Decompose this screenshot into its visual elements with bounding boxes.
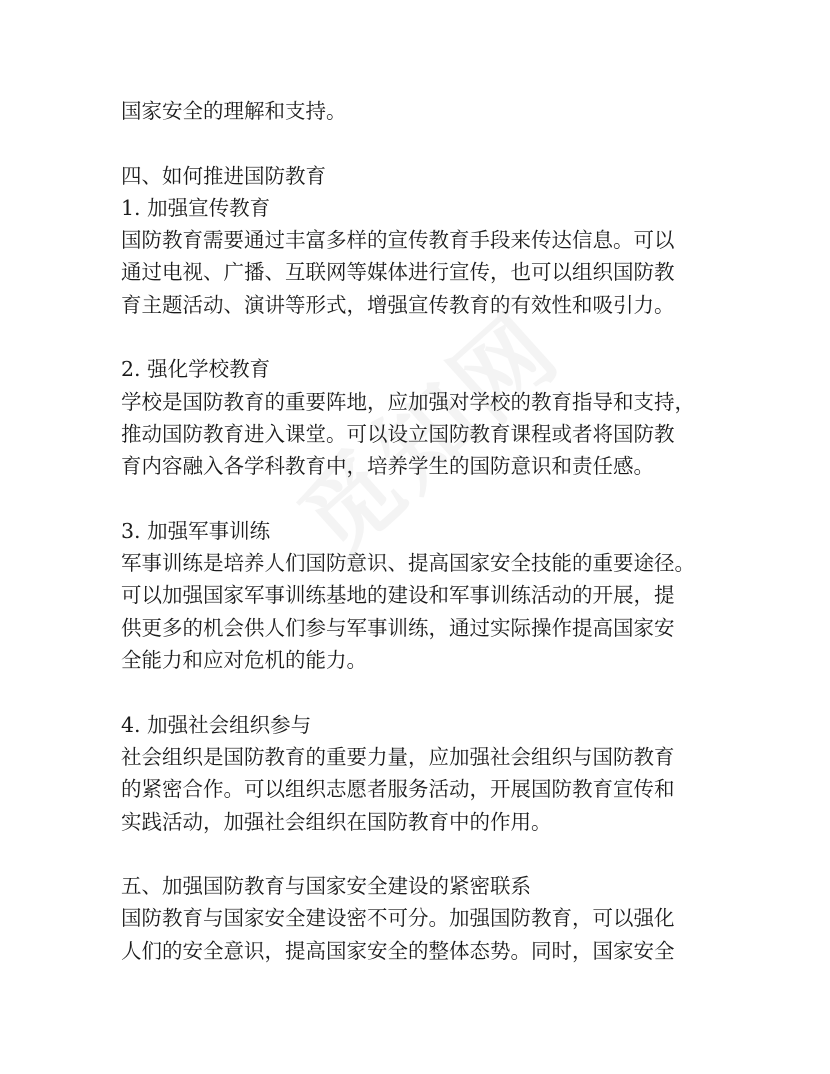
subsection-heading: 4. 加强社会组织参与	[121, 712, 312, 737]
paragraph-line: 育主题活动、演讲等形式，增强宣传教育的有效性和吸引力。	[121, 292, 675, 317]
paragraph-line: 推动国防教育进入课堂。可以设立国防教育课程或者将国防教	[121, 421, 675, 446]
paragraph-line: 人们的安全意识，提高国家安全的整体态势。同时，国家安全	[121, 938, 675, 963]
paragraph-line: 的紧密合作。可以组织志愿者服务活动，开展国防教育宣传和	[121, 777, 675, 802]
document-body	[121, 95, 721, 967]
paragraph-gap	[121, 127, 721, 159]
paragraph-gap	[121, 483, 721, 515]
paragraph-line: 全能力和应对危机的能力。	[121, 648, 367, 673]
paragraph-line: 可以加强国家军事训练基地的建设和军事训练活动的开展，提	[121, 583, 675, 608]
paragraph-line: 军事训练是培养人们国防意识、提高国家安全技能的重要途径。	[121, 551, 695, 576]
paragraph-line: 国家安全的理解和支持。	[121, 99, 347, 123]
paragraph-line: 实践活动，加强社会组织在国防教育中的作用。	[121, 809, 552, 834]
paragraph-gap	[121, 321, 721, 353]
subsection-heading: 1. 加强宣传教育	[121, 195, 271, 220]
paragraph-line: 通过电视、广播、互联网等媒体进行宣传，也可以组织国防教	[121, 260, 675, 285]
paragraph-line: 学校是国防教育的重要阵地，应加强对学校的教育指导和支持，	[121, 389, 695, 414]
subsection-heading: 3. 加强军事训练	[121, 518, 271, 543]
paragraph-gap	[121, 676, 721, 708]
paragraph-gap	[121, 838, 721, 870]
paragraph-line: 供更多的机会供人们参与军事训练，通过实际操作提高国家安	[121, 615, 675, 640]
paragraph-line: 社会组织是国防教育的重要力量，应加强社会组织与国防教育	[121, 744, 675, 769]
section-heading: 五、加强国防教育与国家安全建设的紧密联系	[121, 874, 531, 899]
subsection-heading: 2. 强化学校教育	[121, 357, 271, 382]
section-heading: 四、如何推进国防教育	[121, 163, 326, 188]
paragraph-line: 国防教育与国家安全建设密不可分。加强国防教育，可以强化	[121, 906, 675, 931]
paragraph-line: 育内容融入各学科教育中，培养学生的国防意识和责任感。	[121, 454, 654, 479]
paragraph-line: 国防教育需要通过丰富多样的宣传教育手段来传达信息。可以	[121, 228, 675, 253]
